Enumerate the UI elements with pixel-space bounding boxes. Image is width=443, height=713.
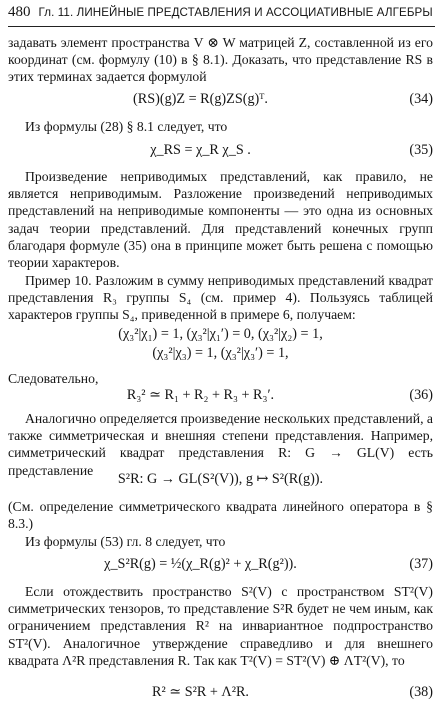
equation-36-body: R₃² ≃ R₁ + R₂ + R₃ + R₃′. bbox=[126, 387, 275, 403]
equation-37 bbox=[8, 556, 433, 578]
paragraph-8 bbox=[8, 533, 433, 550]
equation-s2r bbox=[8, 471, 433, 493]
paragraph-1 bbox=[8, 34, 433, 86]
paragraph-6-text: Аналогично определяется произведение нескольких представлений, а также симметрическая и внешняя степени представления. Например, симметрический квадрат представления R: G → GL(V) есть представление bbox=[8, 411, 433, 478]
paragraph-3-text: Произведение неприводимых представлений, как правило, не является неприводимым. Разложение произведений неприводимых представлений на неприводимые компоненты — это одна из основных задач теории представлений. Для представлений конечных групп благодаря формуле (35) она в принципе может быть решена с помощью теории характеров. bbox=[8, 169, 433, 271]
equation-37-body: χ_S²R(g) = ½(χ_R(g)² + χ_R(g²)). bbox=[104, 556, 297, 572]
equation-37-number: (37) bbox=[409, 556, 433, 572]
equation-36 bbox=[8, 387, 433, 409]
equation-34 bbox=[8, 91, 433, 113]
paragraph-1-text: задавать элемент пространства V ⊗ W матрицей Z, составленной из его координат (см. формулу (10) в § 8.1). Доказать, что представление RS в этих терминах задается формулой bbox=[8, 35, 433, 85]
paragraph-7 bbox=[8, 498, 433, 532]
equation-38-body: R² ≃ S²R + Λ²R. bbox=[152, 684, 249, 700]
equation-35-number: (35) bbox=[409, 142, 433, 158]
equation-34-number: (34) bbox=[409, 91, 433, 107]
equation-38-number: (38) bbox=[409, 684, 433, 700]
equation-34-body: (RS)(g)Z = R(g)ZS(g)ᵀ. bbox=[133, 91, 268, 107]
page-header bbox=[8, 4, 435, 27]
equation-characters-line-1: (χ₃²|χ₁) = 1, (χ₃²|χ₁′) = 0, (χ₃²|χ₂) = 1, bbox=[118, 326, 323, 342]
paragraph-7-text: (См. определение симметрического квадрата линейного оператора в § 8.3.) bbox=[8, 499, 433, 532]
paragraph-8-text: Из формулы (53) гл. 8 следует, что bbox=[25, 534, 226, 549]
running-head: Гл. 11. ЛИНЕЙНЫЕ ПРЕДСТАВЛЕНИЯ И АССОЦИАТИВНЫЕ АЛГЕБРЫ bbox=[38, 6, 433, 19]
paragraph-2 bbox=[8, 118, 433, 135]
equation-38 bbox=[8, 684, 433, 706]
paragraph-5 bbox=[8, 370, 433, 387]
paragraph-4 bbox=[8, 272, 433, 324]
equation-characters bbox=[8, 326, 433, 362]
equation-s2r-body: S²R: G → GL(S²(V)), g ↦ S²(R(g)). bbox=[117, 471, 324, 487]
equation-35-body: χ_RS = χ_R χ_S . bbox=[150, 142, 251, 158]
paragraph-3 bbox=[8, 168, 433, 271]
paragraph-9 bbox=[8, 583, 433, 669]
paragraph-2-text: Из формулы (28) § 8.1 следует, что bbox=[25, 119, 228, 134]
page-number: 480 bbox=[8, 4, 31, 20]
paragraph-4-text: Пример 10. Разложим в сумму неприводимых представлений квадрат представления R₃ группы S₄ (см. пример 4). Пользуясь таблицей характеров группы S₄, приведенной в примере 6, получаем: bbox=[8, 273, 433, 323]
equation-characters-line-2: (χ₃²|χ₃) = 1, (χ₃²|χ₃′) = 1, bbox=[152, 345, 289, 361]
equation-35 bbox=[8, 142, 433, 164]
paragraph-6 bbox=[8, 410, 433, 479]
paragraph-9-text: Если отождествить пространство S²(V) с пространством ST²(V) симметрических тензоров, то представление S²R будет не чем иным, как ограничением представления R² на инвариантное подпространство ST²(V). Аналогичное утверждение справедливо и для внешнего квадрата Λ²R представления R. Так как T²(V) = ST²(V) ⊕ ΛT²(V), то bbox=[8, 584, 433, 668]
equation-36-number: (36) bbox=[409, 387, 433, 403]
paragraph-5-text: Следовательно, bbox=[8, 371, 99, 386]
